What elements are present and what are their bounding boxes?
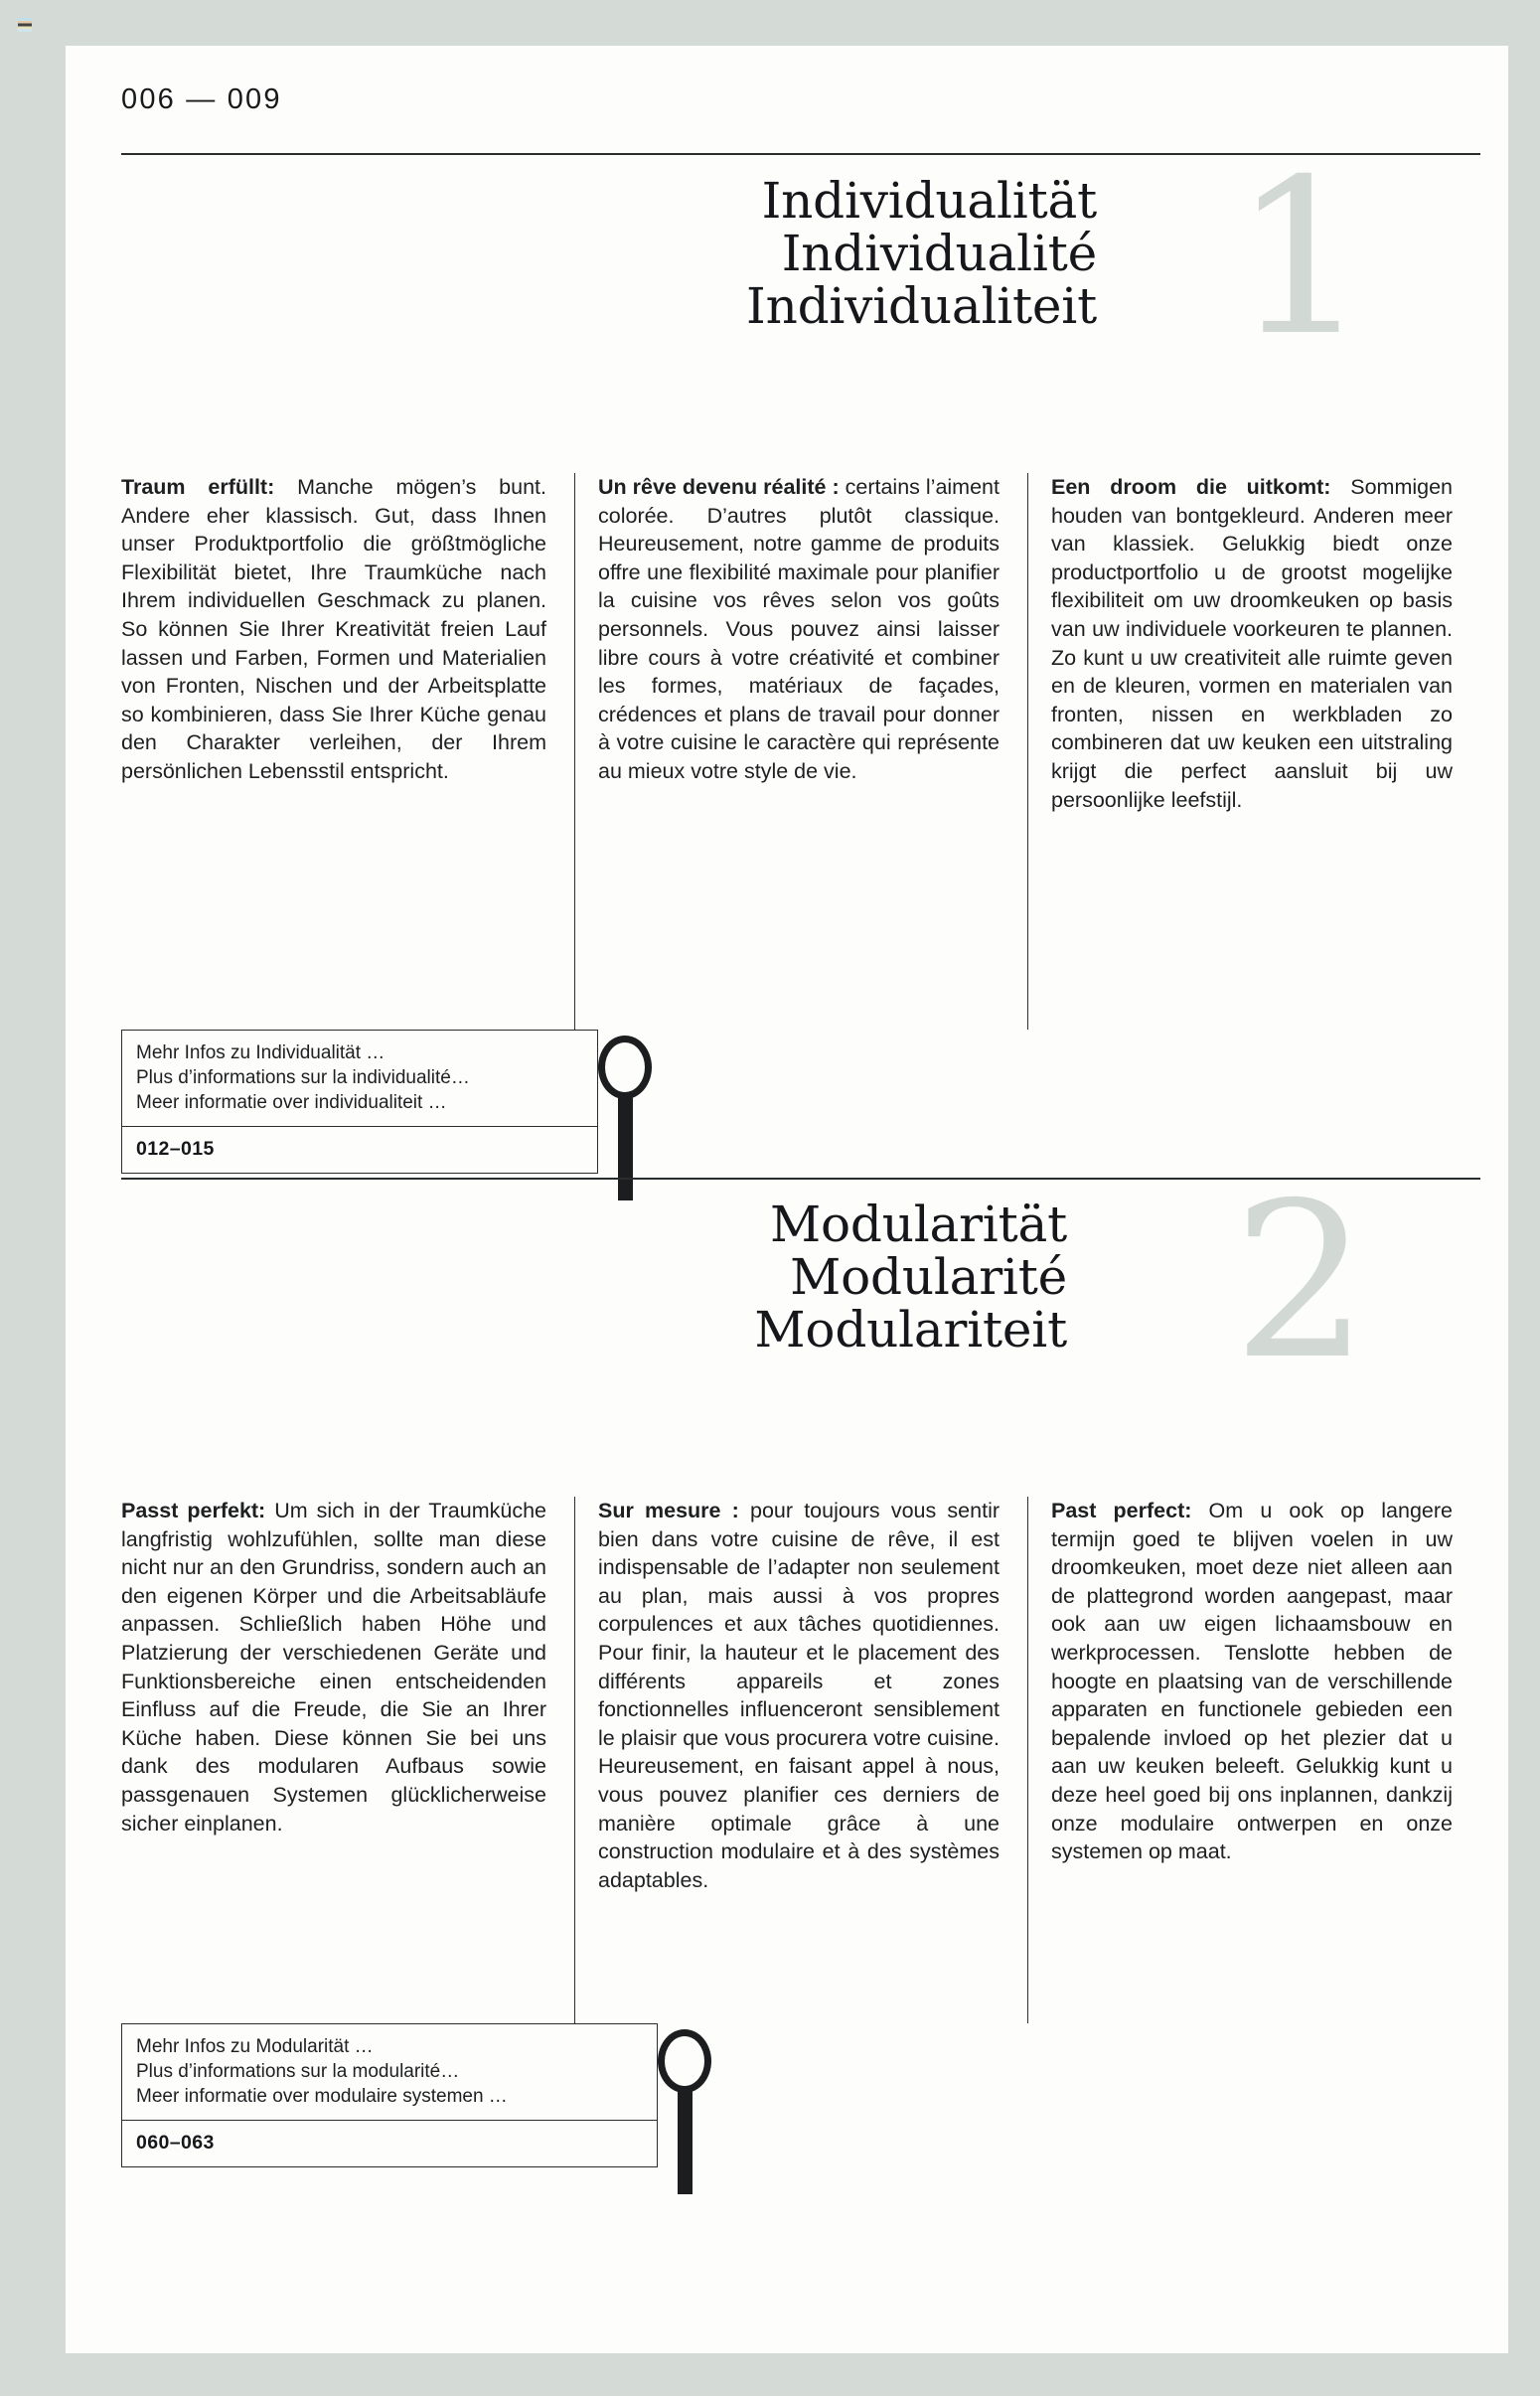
section-1-lead-de: Traum erfüllt: bbox=[121, 475, 275, 499]
magnifying-glass-handle bbox=[678, 2091, 693, 2194]
section-1-crossref-line-de: Mehr Infos zu Individualität … bbox=[136, 1042, 385, 1063]
section-2-lead-de: Passt perfekt: bbox=[121, 1499, 266, 1522]
section-2-column-de bbox=[121, 1497, 574, 2023]
section-2-crossref-pages-label: 060–063 bbox=[136, 2132, 215, 2154]
section-1-lead-fr: Un rêve devenu réalité : bbox=[598, 475, 840, 499]
section-2-body-nl: Om u ook op langere termijn goed te blijven voelen in uw droomkeuken, moet deze niet alleen aan de plattegrond worden aangepast, maar ook aan uw eigen lichaamsbouw en werkprocessen. Tenslotte hebben de hoogte en plaatsing van de verschillende apparaten en functionele gebieden een bepalende invloed op het plezier dat u aan uw keuken beleeft. Gelukkig kunt u deze heel goed bij ons inplannen, dankzij onze modulaire ontwerpen en onze systemen op maat. bbox=[1051, 1499, 1453, 1864]
page-sheet bbox=[66, 46, 1508, 2353]
section-1-body-nl: Sommigen houden van bontgekleurd. Anderen meer van klassiek. Gelukkig biedt onze productportfolio u de grootst mogelijke flexibiliteit om uw droomkeuken op basis van uw individuele voorkeuren te plannen. Zo kunt u uw creativiteit alle ruimte geven en de kleuren, vormen en materialen van fronten, nissen en werkbladen zo combineren dat uw keuken een uitstraling krijgt die perfect aansluit bij uw persoonlijke leefstijl. bbox=[1051, 475, 1453, 812]
section-2-crossref-line-fr: Plus d’informations sur la modularité… bbox=[136, 2061, 460, 2082]
section-2-title-fr: Modularité bbox=[790, 1248, 1067, 1306]
section-1-title-fr: Individualité bbox=[781, 225, 1097, 282]
section-2-lead-fr: Sur mesure : bbox=[598, 1499, 739, 1522]
section-2-body-fr: pour toujours vous sentir bien dans votre cuisine de rêve, il est indispensable de l’adapter non seulement au plan, mais aussi à vos propres corpulences et aux tâches quotidiennes. Pour finir, la hauteur et le placement des différents appareils et zones fonctionnelles influenceront sensiblement le plaisir que vous procurera votre cuisine. Heureusement, en faisant appel à nous, vous pouvez planifier ces derniers de manière optimale grâce à une construction modulaire et à des systèmes adaptables. bbox=[598, 1499, 1001, 1892]
section-2-crossref-line-nl: Meer informatie over modulaire systemen … bbox=[136, 2086, 508, 2107]
section-1-crossref[interactable] bbox=[121, 1030, 598, 1174]
section-1-titles bbox=[93, 172, 1097, 335]
magnifying-glass-handle bbox=[618, 1097, 633, 1200]
section-2-title-area bbox=[93, 1157, 1480, 1497]
section-1-crossref-pages[interactable] bbox=[121, 1127, 598, 1174]
section-1-column-fr bbox=[574, 473, 1027, 1030]
section-1-title-area bbox=[93, 133, 1480, 473]
section-1-crossref-lines bbox=[121, 1030, 598, 1127]
section-2-number: 2 bbox=[1232, 1157, 1369, 1406]
section-2-columns bbox=[121, 1497, 1480, 2023]
section-2-titles bbox=[93, 1198, 1067, 1357]
page-inner bbox=[93, 46, 1480, 2353]
color-calibration-swatch-icon bbox=[18, 18, 32, 32]
section-1-number: 1 bbox=[1232, 133, 1369, 383]
section-2-column-fr bbox=[574, 1497, 1027, 2023]
section-1-columns bbox=[121, 473, 1480, 1030]
magnifying-glass-icon bbox=[652, 2029, 721, 2198]
section-2-title-de: Modularität bbox=[770, 1196, 1067, 1253]
section-modularity bbox=[93, 1157, 1480, 2167]
section-1-crossref-line-fr: Plus d’informations sur la individualité… bbox=[136, 1067, 470, 1088]
section-1-column-nl bbox=[1027, 473, 1480, 1030]
section-2-crossref[interactable] bbox=[121, 2023, 658, 2167]
magnifying-glass-lens bbox=[598, 1036, 652, 1099]
page-folio: 006 — 009 bbox=[121, 83, 282, 115]
section-2-column-nl bbox=[1027, 1497, 1480, 2023]
section-1-body-de: Manche mögen’s bunt. Andere eher klassisch. Gut, dass Ihnen unser Produktportfolio die größtmögliche Flexibilität bietet, Ihre Traumküche nach Ihrem individuellen Geschmack zu planen. So können Sie Ihrer Kreativität freien Lauf lassen und Farben, Formen und Materialien von Fronten, Nischen und der Arbeitsplatte so kombinieren, dass Sie Ihrer Küche genau den Charakter verleihen, der Ihrem persönlichen Lebensstil entspricht. bbox=[121, 475, 546, 783]
section-1-title-de: Individualität bbox=[761, 172, 1097, 230]
section-2-crossref-lines bbox=[121, 2023, 658, 2121]
section-2-lead-nl: Past perfect: bbox=[1051, 1499, 1192, 1522]
magnifying-glass-lens bbox=[658, 2029, 711, 2093]
section-1-crossref-pages-label: 012–015 bbox=[136, 1138, 215, 1160]
section-1-body-fr: certains l’aiment colorée. D’autres plutôt classique. Heureusement, notre gamme de produits offre une flexibilité maximale pour planifier la cuisine vos rêves selon vos goûts personnels. Vous pouvez ainsi laisser libre cours à votre créativité et combiner les formes, matériaux de façades, crédences et plans de travail pour donner à votre cuisine le caractère qui représente au mieux votre style de vie. bbox=[598, 475, 1000, 783]
section-1-crossref-line-nl: Meer informatie over individualiteit … bbox=[136, 1092, 447, 1113]
section-2-body-de: Um sich in der Traumküche langfristig wohlzufühlen, sollte man diese nicht nur an den Grundriss, sondern auch an den eigenen Körper und die Arbeitsabläufe anpassen. Schließlich haben Höhe und Platzierung der verschiedenen Geräte und Funktionsbereiche einen entscheidenden Einfluss auf die Freude, die Sie an Ihrer Küche haben. Diese können Sie bei uns dank des modularen Aufbaus sowie passgenauen Systemen glücklicherweise sicher einplanen. bbox=[121, 1499, 546, 1836]
section-individuality bbox=[93, 133, 1480, 1174]
section-1-column-de bbox=[121, 473, 574, 1030]
section-1-lead-nl: Een droom die uitkomt: bbox=[1051, 475, 1331, 499]
section-2-crossref-line-de: Mehr Infos zu Modularität … bbox=[136, 2036, 374, 2057]
section-2-crossref-pages[interactable] bbox=[121, 2121, 658, 2167]
section-1-title-nl: Individualiteit bbox=[746, 277, 1097, 335]
section-2-title-nl: Modulariteit bbox=[754, 1301, 1067, 1358]
